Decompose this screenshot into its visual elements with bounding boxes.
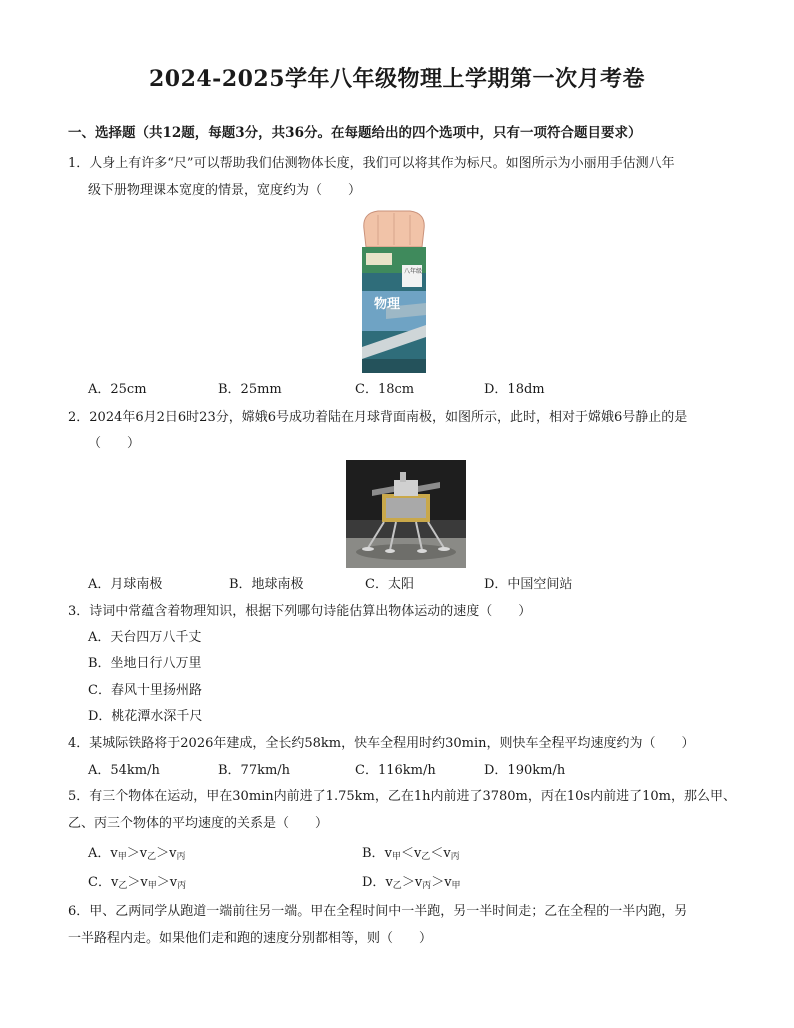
question-5-text-line2: 乙、丙三个物体的平均速度的关系是（ ） (68, 816, 329, 831)
subscript: 丙 (177, 881, 187, 891)
var: v (110, 875, 119, 890)
var: ＜v (430, 846, 451, 861)
subscript: 甲 (451, 881, 461, 891)
var: ＞v (401, 875, 423, 890)
q3-option-a[interactable]: A．天台四万八千丈 (88, 630, 202, 645)
question-6-text-line1: 6．甲、乙两同学从跑道一端前往另一端。甲在全程时间中一半跑，另一半时间走；乙在全程的一半内跑，另 (68, 904, 688, 919)
q5-option-d[interactable] (362, 874, 461, 895)
page-title: 2024-2025学年八年级物理上学期第一次月考卷 (148, 66, 646, 92)
question-2-text-line1: 2．2024年6月2日6时23分，嫦娥6号成功着陆在月球背面南极，如图所示，此时，相对于嫦娥6号静止的是 (68, 410, 688, 425)
var: v (385, 875, 393, 890)
subscript: 乙 (118, 881, 128, 891)
subscript: 乙 (421, 852, 431, 862)
subscript: 丙 (422, 881, 432, 891)
var: ＞v (126, 846, 148, 861)
q1-option-a[interactable]: A．25cm (88, 382, 147, 397)
question-1-text-line1: 1．人身上有许多“尺”可以帮助我们估测物体长度，我们可以将其作为标尺。如图所示为小丽用手估测八年 (68, 156, 675, 171)
q4-option-c[interactable]: C．116km/h (355, 763, 436, 778)
question-1-text-line2: 级下册物理课本宽度的情景，宽度约为（ ） (88, 183, 362, 198)
q2-option-d[interactable]: D．中国空间站 (484, 577, 573, 592)
q5-option-b-label: B． (362, 846, 385, 861)
subscript: 甲 (147, 881, 157, 891)
q1-option-b[interactable]: B．25mm (218, 382, 282, 397)
section-heading: 一、选择题（共12题，每题3分，共36分。在每题给出的四个选项中，只有一项符合题目要求） (68, 125, 642, 141)
q4-option-b[interactable]: B．77km/h (218, 763, 291, 778)
subscript: 乙 (392, 881, 402, 891)
subscript: 甲 (117, 852, 127, 862)
question-6-text-line2: 一半路程内走。如果他们走和跑的速度分别都相等，则（ ） (68, 931, 433, 946)
q5-option-d-label: D． (362, 875, 386, 890)
question-2-text-line2: （ ） (88, 436, 141, 451)
q5-option-b[interactable] (362, 845, 460, 866)
q1-option-c[interactable]: C．18cm (355, 382, 415, 397)
question-5-text-line1: 5．有三个物体在运动，甲在30min内前进了1.75km，乙在1h内前进了3780m，丙在10s内前进了10m，那么甲、 (68, 789, 736, 804)
q2-option-c[interactable]: C．太阳 (365, 577, 414, 592)
subscript: 甲 (391, 852, 401, 862)
var: ＞v (127, 875, 148, 890)
var: v (384, 846, 392, 861)
q5-option-a[interactable] (88, 845, 186, 866)
var: ＞v (156, 875, 178, 890)
subscript: 丙 (450, 852, 460, 862)
q3-option-d[interactable]: D．桃花潭水深千尺 (88, 709, 203, 724)
q5-option-c-label: C． (88, 875, 111, 890)
hand-measuring-book-figure (356, 207, 432, 375)
subscript: 乙 (147, 852, 157, 862)
book-title-text: 物理 (374, 297, 401, 312)
var: ＞v (431, 875, 452, 890)
q1-option-d[interactable]: D．18dm (484, 382, 545, 397)
q3-option-c[interactable]: C．春风十里扬州路 (88, 683, 202, 698)
question-4-text: 4．某城际铁路将于2026年建成，全长约58km，快车全程用时约30min，则快车全程平均速度约为（ ） (68, 736, 695, 751)
q3-option-b[interactable]: B．坐地日行八万里 (88, 656, 202, 671)
book-grade-text: 八年级 (404, 268, 423, 275)
q2-option-b[interactable]: B．地球南极 (229, 577, 304, 592)
q4-option-a[interactable]: A．54km/h (88, 763, 160, 778)
var: v (110, 846, 118, 861)
subscript: 丙 (176, 852, 186, 862)
var: ＜v (400, 846, 422, 861)
question-3-text: 3．诗词中常蕴含着物理知识，根据下列哪句诗能估算出物体运动的速度（ ） (68, 604, 532, 619)
var: ＞v (156, 846, 177, 861)
q5-option-a-label: A． (88, 846, 111, 861)
q5-option-c[interactable] (88, 874, 186, 895)
q4-option-d[interactable]: D．190km/h (484, 763, 566, 778)
lunar-lander-figure (346, 460, 466, 568)
q2-option-a[interactable]: A．月球南极 (88, 577, 163, 592)
